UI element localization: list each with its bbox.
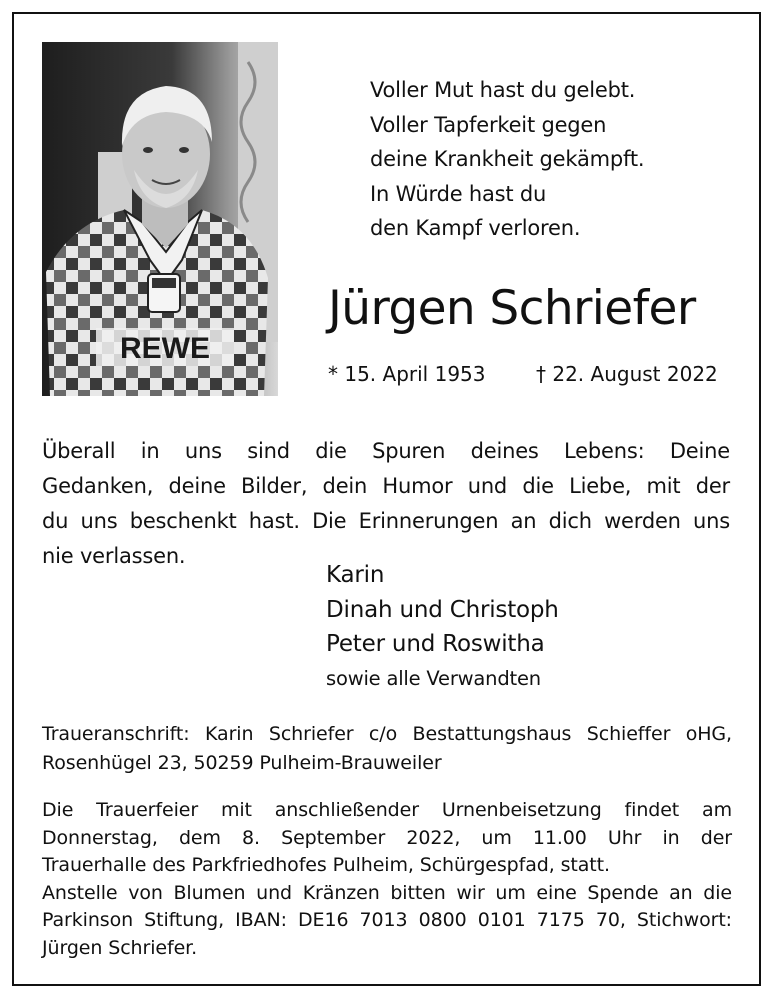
donation-line: Jürgen Schriefer.: [42, 936, 198, 959]
ceremony-line: Trauerhalle des Parkfriedhofes Pulheim, Schürgespfad, statt.: [42, 854, 610, 876]
mourning-address: [42, 720, 732, 778]
tribute-line: Überall in uns sind die Spuren deines Lebens: Deine: [42, 439, 730, 463]
verse-line: Voller Tapferkeit gegen: [370, 112, 607, 137]
mourners-list: [326, 558, 746, 696]
deceased-name: Jürgen Schriefer: [328, 281, 696, 336]
donation-line: Parkinson Stiftung, IBAN: DE16 7013 0800 0101 7175 70, Stichwort:: [42, 909, 732, 931]
address-line: Traueranschrift: Karin Schriefer c/o Bestattungshaus Schieffer oHG,: [42, 723, 732, 745]
verse-line: Voller Mut hast du gelebt.: [370, 78, 636, 102]
tribute-line: Gedanken, deine Bilder, dein Humor und die Liebe, mit der: [42, 474, 730, 498]
ceremony-line: Donnerstag, dem 8. September 2022, um 11.00 Uhr in der: [42, 826, 732, 849]
ceremony-line: Die Trauerfeier mit anschließender Urnenbeisetzung findet am: [42, 799, 732, 821]
portrait-photo: [42, 42, 278, 396]
verse-line: den Kampf verloren.: [370, 216, 581, 240]
verse-line: deine Krankheit gekämpft.: [370, 147, 645, 171]
tribute-text: [42, 434, 730, 574]
mourner-name: Dinah und Christoph: [326, 596, 559, 623]
mourners-relatives: sowie alle Verwandten: [326, 666, 541, 690]
verse-line: In Würde hast du: [370, 181, 547, 206]
tribute-line: nie verlassen.: [42, 544, 186, 568]
mourner-name: Peter und Roswitha: [326, 631, 545, 657]
birth-date: * 15. April 1953: [328, 362, 486, 386]
verse: [370, 73, 750, 246]
shirt-sponsor-text: REWE: [120, 332, 210, 365]
mourner-name: Karin: [326, 562, 385, 588]
tribute-line: du uns beschenkt hast. Die Erinnerungen an dich werden uns: [42, 509, 730, 533]
address-line: Rosenhügel 23, 50259 Pulheim-Brauweiler: [42, 752, 442, 774]
ceremony-info: [42, 797, 732, 962]
portrait-photo-icon: [42, 42, 278, 396]
death-date: † 22. August 2022: [536, 362, 718, 386]
donation-line: Anstelle von Blumen und Kränzen bitten wir um eine Spende an die: [42, 881, 732, 904]
life-dates: [328, 360, 748, 388]
